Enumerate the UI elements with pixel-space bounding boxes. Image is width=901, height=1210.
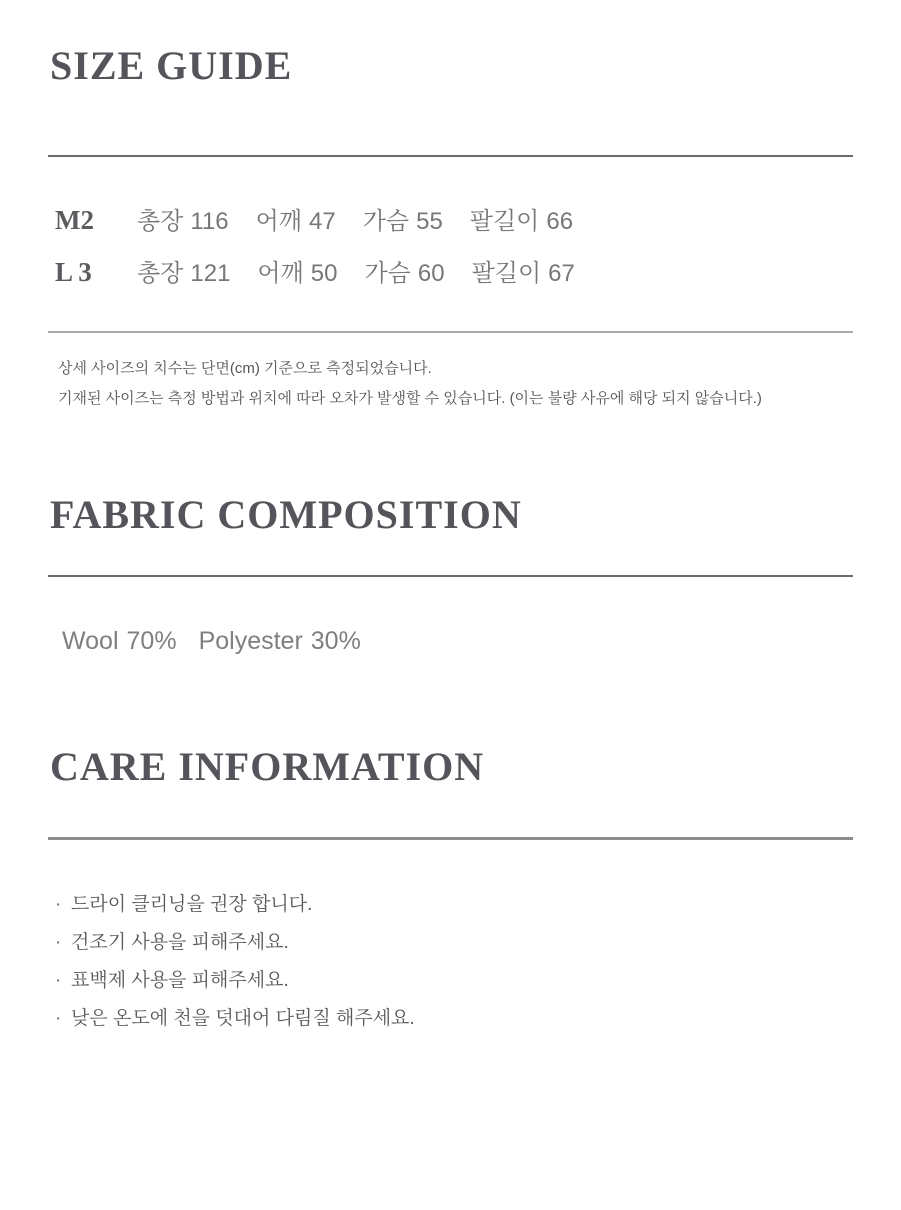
measurement-value: 121: [190, 260, 231, 287]
fabric-percent: 30%: [310, 627, 361, 655]
divider: [48, 575, 853, 577]
measurement-value: 50: [310, 260, 338, 287]
measurement-value: 67: [548, 260, 575, 287]
measurement-eokkae: [256, 205, 336, 239]
measurement-label: 가슴: [362, 208, 410, 235]
size-note: 기재된 사이즈는 측정 방법과 위치에 따라 오차가 발생할 수 있습니다. (이는 불량 사유에 해당 되지 않습니다.): [58, 390, 762, 407]
fabric-percent: 70%: [126, 627, 177, 655]
fabric-composition-title: FABRIC COMPOSITION: [50, 492, 522, 537]
divider: [48, 837, 853, 840]
size-row-l: [55, 255, 853, 291]
care-text: 표백제 사용을 피해주세요.: [71, 970, 289, 991]
care-text: 드라이 클리닝을 권장 합니다.: [71, 894, 313, 915]
measurement-value: 66: [546, 208, 574, 235]
measurement-label: 총장: [137, 208, 184, 235]
fabric-material: Wool: [62, 627, 119, 655]
bullet-dot: ·: [55, 894, 62, 915]
size-guide-notes: [58, 357, 853, 411]
measurement-palgili: [470, 205, 573, 239]
divider: [48, 155, 853, 157]
measurement-label: 가슴: [364, 260, 411, 287]
care-text: 낮은 온도에 천을 덧대어 다림질 해주세요.: [71, 1008, 415, 1029]
size-row-m: [55, 203, 853, 239]
measurement-chongjang: [137, 257, 230, 291]
measurement-gaseum: [363, 205, 443, 239]
measurement-label: 팔길이: [471, 260, 542, 287]
fabric-item-wool: [62, 625, 177, 658]
measurement-value: 55: [416, 208, 443, 235]
care-item: [55, 930, 853, 956]
measurement-value: 60: [417, 260, 445, 287]
size-label: M2: [55, 205, 94, 235]
bullet-dot: ·: [55, 970, 62, 991]
size-table: [55, 203, 853, 291]
fabric-item-polyester: [199, 625, 361, 658]
care-text: 건조기 사용을 피해주세요.: [71, 932, 289, 953]
measurement-value: 47: [309, 208, 336, 235]
care-item: [55, 968, 853, 994]
product-info-section: [0, 42, 901, 1032]
care-item: [55, 1006, 853, 1032]
measurement-chongjang: [137, 205, 229, 239]
size-guide-title: SIZE GUIDE: [50, 43, 293, 88]
measurement-label: 어깨: [255, 208, 303, 235]
size-label: L 3: [55, 257, 92, 287]
divider: [48, 331, 853, 333]
size-note: 상세 사이즈의 치수는 단면(cm) 기준으로 측정되었습니다.: [58, 360, 432, 377]
measurement-label: 어깨: [257, 260, 304, 287]
care-instructions: [55, 892, 853, 1032]
measurement-eokkae: [257, 257, 337, 291]
measurement-label: 팔길이: [469, 208, 540, 235]
measurement-gaseum: [365, 257, 445, 291]
bullet-dot: ·: [55, 1008, 62, 1029]
care-item: [55, 892, 853, 918]
care-information-title: CARE INFORMATION: [50, 744, 485, 789]
bullet-dot: ·: [55, 932, 62, 953]
measurement-palgili: [472, 257, 575, 291]
measurement-label: 총장: [137, 260, 184, 287]
measurement-value: 116: [190, 208, 229, 235]
fabric-composition: [62, 625, 853, 658]
fabric-material: Polyester: [198, 627, 303, 655]
